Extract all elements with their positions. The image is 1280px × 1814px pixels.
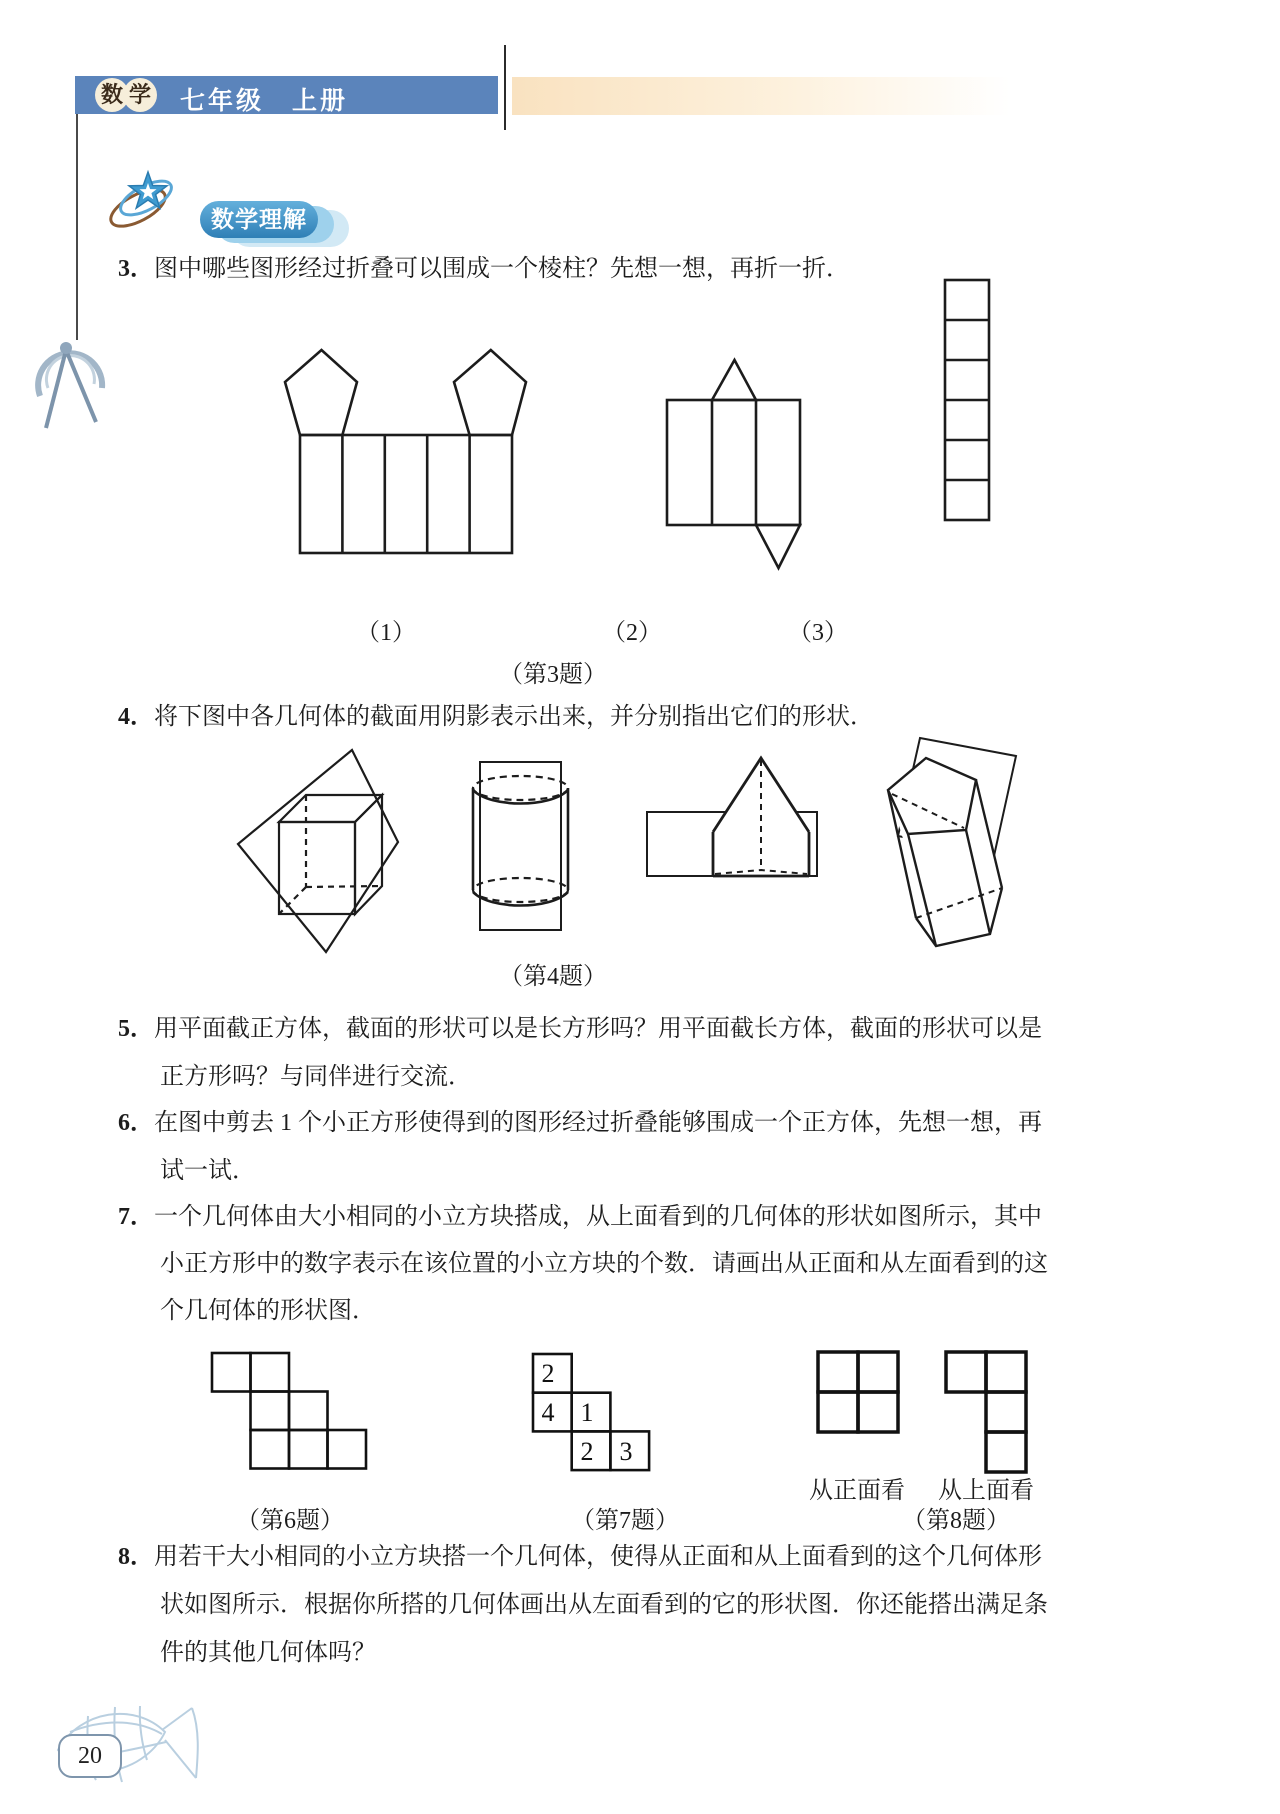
fig3-caption: （第3题） <box>499 662 607 688</box>
problem-7-text-line-1: 7．一个几何体由大小相同的小立方块搭成，从上面看到的几何体的形状如图所示，其中 <box>118 1204 1042 1230</box>
fig7-cell-value: 1 <box>580 1398 594 1427</box>
problem-3-number: 3． <box>118 256 154 282</box>
fig3-label-2: （2） <box>602 620 662 646</box>
fig7-cell-value: 4 <box>541 1398 555 1427</box>
fig3-net-pentagonal-prism <box>278 318 532 558</box>
fig4-prism-with-cutting-plane <box>645 748 820 882</box>
problem-7-number: 7． <box>118 1204 154 1230</box>
header-title: 七年级 上册 <box>180 87 349 115</box>
fig8-top-view-grid <box>943 1349 1029 1475</box>
problem-5-number: 5． <box>118 1016 154 1042</box>
problem-8-number: 8． <box>118 1544 154 1570</box>
left-margin-rule <box>76 114 78 340</box>
problem-3-text: 3．图中哪些图形经过折叠可以围成一个棱柱？先想一想，再折一折． <box>118 256 850 282</box>
problem-7-text-line-3: 个几何体的形状图． <box>160 1298 376 1324</box>
fig7-cell-value: 3 <box>619 1437 633 1466</box>
problem-5-text-line-2: 正方形吗？与同伴进行交流． <box>160 1064 472 1090</box>
page-number-badge <box>58 1734 122 1778</box>
problem-6-number: 6． <box>118 1110 154 1136</box>
fig6-cube-net <box>210 1351 370 1472</box>
fig8-top-view-label: 从上面看 <box>938 1478 1034 1504</box>
fig7-top-view-grid <box>531 1352 653 1473</box>
header-divider-line <box>504 45 506 130</box>
fig7-caption: （第7题） <box>571 1508 679 1534</box>
section-badge <box>200 201 318 238</box>
fig4-hexagonal-prism-with-cutting-plane <box>876 736 1018 966</box>
fig4-cube-with-cutting-plane <box>222 740 407 958</box>
header-accent-bar <box>512 77 1010 115</box>
header-bar <box>75 76 498 114</box>
problem-4-number: 4． <box>118 704 154 730</box>
problem-6-text-line-1: 6．在图中剪去 1 个小正方形使得到的图形经过折叠能够围成一个正方体，先想一想，再 <box>118 1110 1042 1136</box>
fig8-caption: （第8题） <box>902 1508 1010 1534</box>
problem-7-text-line-2: 小正方形中的数字表示在该位置的小立方块的个数．请画出从正面和从左面看到的这 <box>160 1251 1048 1277</box>
fig4-caption: （第4题） <box>499 964 607 990</box>
fig3-net-square-strip <box>939 276 995 524</box>
fig6-caption: （第6题） <box>236 1508 344 1534</box>
problem-5-text-line-1: 5．用平面截正方体，截面的形状可以是长方形吗？用平面截长方体，截面的形状可以是 <box>118 1016 1042 1042</box>
problem-8-text-line-3: 件的其他几何体吗？ <box>160 1640 376 1666</box>
fig4-cylinder-with-cutting-plane <box>468 756 574 936</box>
subject-badge-char-1: 数 <box>95 78 129 112</box>
fig3-net-triangular-prism <box>650 352 815 577</box>
fig7-cell-value: 2 <box>541 1359 555 1388</box>
problem-8-text-line-2: 状如图所示．根据你所搭的几何体画出从左面看到的它的形状图．你还能搭出满足条 <box>160 1592 1048 1618</box>
problem-8-text-line-1: 8．用若干大小相同的小立方块搭一个几何体，使得从正面和从上面看到的这个几何体形 <box>118 1544 1042 1570</box>
fig8-front-view-grid <box>815 1349 901 1435</box>
fig7-cell-value: 2 <box>580 1437 594 1466</box>
subject-badge-char-2: 学 <box>123 78 157 112</box>
fig3-label-1: （1） <box>356 620 416 646</box>
star-orbit-icon <box>104 156 178 236</box>
problem-6-text-line-2: 试一试． <box>160 1158 256 1184</box>
fig3-label-3: （3） <box>788 620 848 646</box>
page-number: 20 <box>78 1743 102 1769</box>
problem-4-text: 4．将下图中各几何体的截面用阴影表示出来，并分别指出它们的形状． <box>118 704 874 730</box>
section-badge-label: 数学理解 <box>211 206 307 232</box>
fig8-front-view-label: 从正面看 <box>809 1478 905 1504</box>
compass-icon <box>26 336 114 434</box>
